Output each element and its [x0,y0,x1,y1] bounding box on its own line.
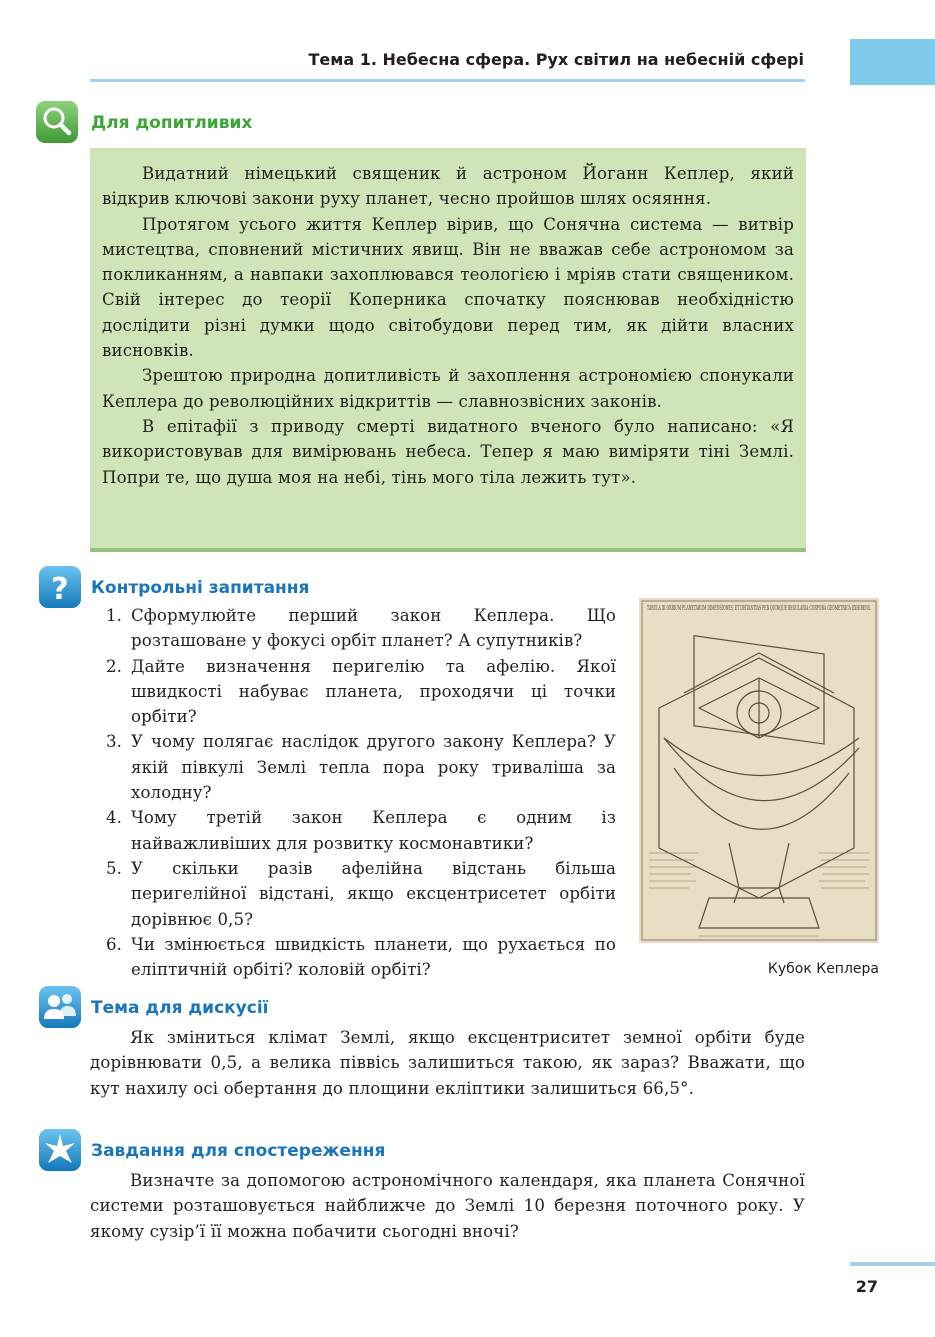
running-header: Тема 1. Небесна сфера. Рух світил на небесній сфері [308,50,804,69]
observation-text: Визначте за допомогою астрономічного календаря, яка планета Сонячної системи розташовується найближче до Землі 10 березня поточного року. У якому сузір’ї її можна побачити сьогодні вночі? [90,1171,805,1241]
list-item: 3. У чому полягає наслідок другого закону Кеплера? У якій півкулі Землі тепла пора року триваліша за холодну? [106,732,616,803]
curious-paragraph: Видатний німецький священик й астроном Йоганн Кеплер, який відкрив ключові закони руху планет, чесно пройшов шлях осяяння. [102,164,794,209]
footer-rule [850,1262,935,1266]
curious-paragraph: Зрештою природна допитливість й захоплення астрономією спонукали Кеплера до революційних відкриттів — славнозвісних законів. [102,366,794,411]
star-icon [39,1129,81,1171]
magnifier-icon [36,101,78,143]
svg-text:?: ? [51,572,69,607]
discussion-text: Як зміниться клімат Землі, якщо ексцентриситет земної орбіти буде дорівнювати 0,5, а велика піввісь залишиться такою, як зараз? Вважати, що кут нахилу осі обертання до площини екліптики залишиться 66,5°. [90,1028,805,1098]
questions-list [98,603,616,982]
header-rule [90,79,805,82]
section-title-observation: Завдання для спостереження [91,1141,386,1161]
curious-paragraph: В епітафії з приводу смерті видатного вченого було написано: «Я використовував для вимірювань небеса. Тепер я маю виміряти тіні Землі. Попри те, що душа моя на небі, тінь мого тіла лежить тут». [102,416,794,487]
list-item: 2. Дайте визначення перигелію та афелію. Якої швидкості набуває планета, проходячи ці точки орбіти? [106,656,616,727]
plate-title: TABULA III ORBIUM PLANETARUM DIMENSIONES, ET DISTANTIAS PER QUINQUE REGULARIA CORPORA GEOMETRICA EXHIBENS. [647,605,872,612]
kepler-cup-image [639,598,879,943]
section-title-discussion: Тема для дискусії [91,998,269,1018]
list-item: 4. Чому третій закон Кеплера є одним із найважливіших для розвитку космонавтики? [106,808,616,853]
section-title-curious: Для допитливих [91,113,253,133]
curious-paragraph: Протягом усього життя Кеплер вірив, що Сонячна система — витвір мистецтва, сповнений містичних явищ. Він не вважав себе астрономом за покликанням, а навпаки захоплювався теологією і мріяв стати священиком. Свій інтерес до теорії Коперника спочатку пояснював необхідністю дослідити різні думки щодо світобудови перед тим, як дійти власних висновків. [102,214,794,361]
people-icon [39,986,81,1028]
curious-box [90,148,806,552]
list-item: 6. Чи змінюється швидкість планети, що рухається по еліптичній орбіті? коловій орбіті? [106,934,616,980]
figure-caption: Кубок Кеплера [767,961,879,977]
list-item: 5. У скільки разів афелійна відстань більша перигелійної відстані, якщо ексцентрисетет орбіти дорівнює 0,5? [106,858,616,929]
section-title-questions: Контрольні запитання [91,578,310,598]
header-tab [850,39,935,85]
page-number: 27 [855,1277,878,1296]
question-icon [39,566,81,608]
list-item: 1. Сформулюйте перший закон Кеплера. Що розташоване у фокусі орбіт планет? А супутників? [106,606,616,651]
